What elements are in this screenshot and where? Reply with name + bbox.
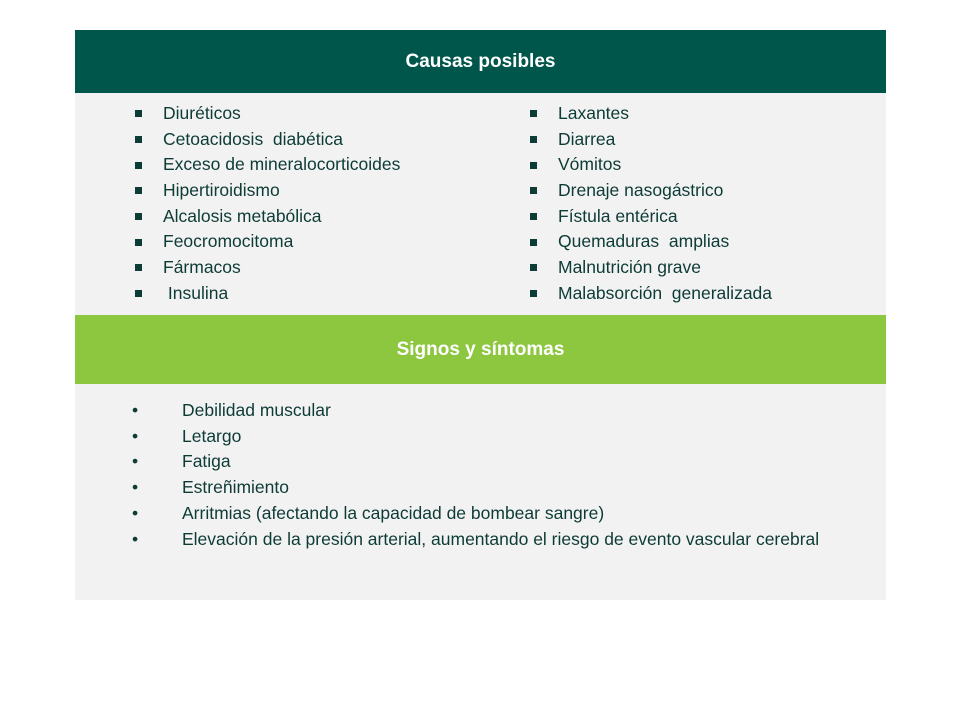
bullet-icon: • xyxy=(132,528,139,549)
cause-item xyxy=(135,152,400,178)
square-bullet-icon xyxy=(530,187,537,194)
square-bullet-icon xyxy=(135,239,142,246)
cause-item-label: Cetoacidosis diabética xyxy=(163,128,343,149)
info-table xyxy=(75,30,886,600)
cause-item-label: Fístula entérica xyxy=(558,205,678,226)
cause-item-label: Insulina xyxy=(163,282,229,303)
cause-item xyxy=(135,204,400,230)
cause-item-label: Fármacos xyxy=(163,257,241,278)
square-bullet-icon xyxy=(530,213,537,220)
bullet-icon: • xyxy=(132,502,139,523)
sign-item xyxy=(132,501,832,527)
cause-item-label: Malnutrición grave xyxy=(558,257,701,278)
signs-list xyxy=(132,398,832,552)
sign-item-label: Arritmias (afectando la capacidad de bombear sangre) xyxy=(182,502,605,523)
square-bullet-icon xyxy=(135,290,142,297)
bullet-icon: • xyxy=(132,400,139,420)
cause-item-label: Feocromocitoma xyxy=(163,231,294,252)
cause-item xyxy=(530,255,772,281)
bullet-icon: • xyxy=(132,477,139,498)
square-bullet-icon xyxy=(530,136,537,143)
sign-item-label: Letargo xyxy=(182,425,242,446)
cause-item xyxy=(530,281,772,307)
cause-item xyxy=(135,255,400,281)
square-bullet-icon xyxy=(135,213,142,220)
cause-item-label: Laxantes xyxy=(558,103,630,123)
sign-item-label: Estreñimiento xyxy=(182,477,289,498)
sign-item xyxy=(132,449,832,475)
cause-item xyxy=(135,178,400,204)
causes-header xyxy=(75,30,886,93)
sign-item-label: Fatiga xyxy=(182,451,231,472)
cause-item-label: Diuréticos xyxy=(163,103,241,123)
square-bullet-icon xyxy=(135,187,142,194)
cause-item xyxy=(530,127,772,153)
cause-item xyxy=(530,101,772,127)
square-bullet-icon xyxy=(530,110,537,117)
square-bullet-icon xyxy=(135,110,142,117)
cause-item-label: Vómitos xyxy=(558,154,622,175)
bullet-icon: • xyxy=(132,451,139,472)
signs-body xyxy=(75,384,886,600)
sign-item xyxy=(132,424,832,450)
causes-list-right xyxy=(530,101,772,307)
square-bullet-icon xyxy=(135,264,142,271)
cause-item-label: Alcalosis metabólica xyxy=(163,205,322,226)
cause-item xyxy=(530,178,772,204)
sign-item-label: Debilidad muscular xyxy=(182,400,331,420)
causes-title: Causas posibles xyxy=(405,50,556,72)
causes-list-left xyxy=(135,101,400,307)
cause-item-label: Drenaje nasogástrico xyxy=(558,180,724,201)
cause-item xyxy=(530,152,772,178)
cause-item xyxy=(135,101,400,127)
cause-item-label: Exceso de mineralocorticoides xyxy=(163,154,401,175)
square-bullet-icon xyxy=(530,264,537,271)
cause-item-label: Malabsorción generalizada xyxy=(558,282,773,303)
signs-header xyxy=(75,315,886,384)
sign-item xyxy=(132,475,832,501)
square-bullet-icon xyxy=(530,290,537,297)
cause-item-label: Quemaduras amplias xyxy=(558,231,730,252)
square-bullet-icon xyxy=(530,239,537,246)
sign-item xyxy=(132,527,832,553)
cause-item-label: Diarrea xyxy=(558,128,616,149)
sign-item xyxy=(132,398,832,424)
causes-body xyxy=(75,93,886,315)
square-bullet-icon xyxy=(135,136,142,143)
cause-item xyxy=(135,127,400,153)
cause-item xyxy=(530,204,772,230)
cause-item-label: Hipertiroidismo xyxy=(163,180,280,201)
cause-item xyxy=(530,229,772,255)
signs-title: Signos y síntomas xyxy=(396,338,565,360)
cause-item xyxy=(135,229,400,255)
square-bullet-icon xyxy=(530,162,537,169)
square-bullet-icon xyxy=(135,162,142,169)
cause-item xyxy=(135,281,400,307)
bullet-icon: • xyxy=(132,425,139,446)
sign-item-label: Elevación de la presión arterial, aumentando el riesgo de evento vascular cerebral xyxy=(182,528,820,549)
